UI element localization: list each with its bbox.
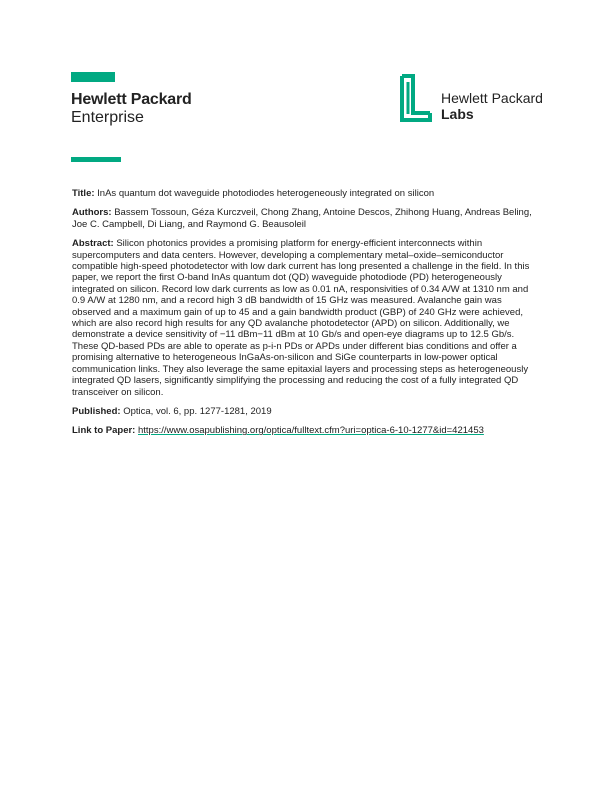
hpe-logo-bar [71,72,115,82]
authors-text: Bassem Tossoun, Géza Kurczveil, Chong Zhang, Antoine Descos, Zhihong Huang, Andreas Beling, Joe C. Campbell, Di Liang, and Raymond G. Beausoleil [72,207,532,230]
accent-divider [71,157,121,162]
link-label: Link to Paper: [72,425,136,437]
published-label: Published: [72,405,121,417]
abstract-row [72,238,540,398]
hp-labs-line2: Labs [441,106,474,122]
paper-summary [72,188,540,445]
link-row [72,425,540,436]
hpe-logo-line2: Enterprise [71,109,144,126]
published-text: Optica, vol. 6, pp. 1277-1281, 2019 [123,405,272,417]
authors-row [72,207,540,230]
published-row [72,406,540,417]
hp-labs-line1: Hewlett Packard [441,90,543,106]
authors-label: Authors: [72,207,112,219]
hpe-logo-line1: Hewlett Packard [71,91,192,108]
paper-link[interactable]: https://www.osapublishing.org/optica/fulltext.cfm?uri=optica-6-10-1277&id=421453 [137,425,484,437]
title-label: Title: [72,188,95,199]
hp-labs-logo [399,73,543,123]
title-text: InAs quantum dot waveguide photodiodes heterogeneously integrated on silicon [97,188,435,199]
hpe-logo [71,72,192,126]
abstract-text: Silicon photonics provides a promising platform for energy-efficient interconnects within supercomputers and data centers. However, developing a complementary metal–oxide–semiconductor compatible high-speed photodetector with low dark current has long presented a challenge in the field. In this paper, we report the first O-band InAs quantum dot (QD) waveguide photodiode (PD) heterogeneously integrated on silicon. Record low dark currents as low as 0.01 nA, responsivities of 0.34 A/W at 1310 nm and 0.9 A/W at 1280 nm, and a record high 3 dB bandwidth of 15 GHz was measured. Avalanche gain was observed and a maximum gain of up to 45 and a gain bandwidth product (GBP) of 240 GHz were achieved, which are also record high results for any QD avalanche photodetector (APD) on silicon. Additionally, we demonstrate a device sensitivity of −11 dBm−11 dBm at 10 Gb/s and open-eye diagrams up to 12.5 Gb/s. These QD-based PDs are able to operate as p-i-n PDs or APDs under different bias conditions and offer a promising alternative to heterogeneous InGaAs-on-silicon and SiGe counterparts in low-power optical communication links. They also leverage the same epitaxial layers and processing steps as heterogeneously integrated QD lasers, significantly simplifying the processing and reducing the cost of a fully integrated QD transceiver on silicon. [72,238,530,398]
hp-labs-mark-icon [399,73,433,123]
abstract-label: Abstract: [72,238,114,250]
title-row [72,188,540,199]
